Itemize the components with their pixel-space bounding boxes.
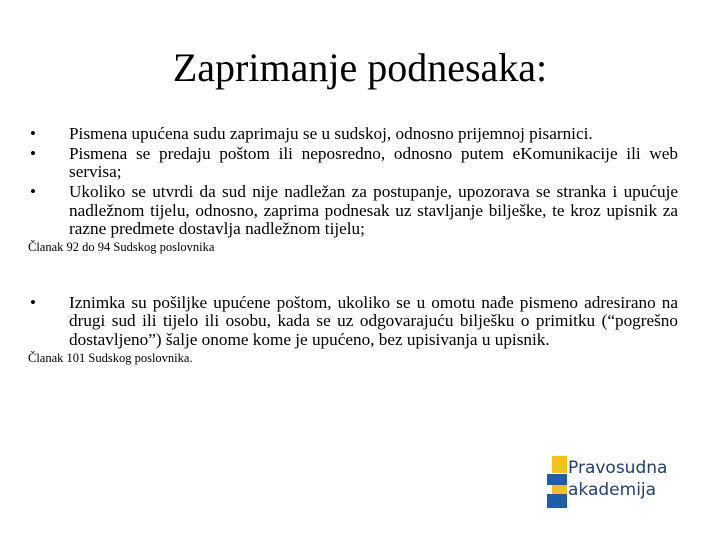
pravosudna-akademija-logo [547,456,667,508]
logo-wordmark [568,457,667,501]
section-court-receipt [28,125,678,254]
slide-title: Zaprimanje podnesaka: [172,45,548,90]
logo-line-1: Pravosudna [568,458,668,478]
bullet-list [28,294,678,349]
bullet-item: • Ukoliko se utvrdi da sud nije nadležan za postupanje, upozorava se stranka i upućuje nadležnom tijelu, odnosno, zaprima podnesak uz stavljanje bilješke, te kroz upisnik za razne predmete dostavlja nadležnom tijelu; [28,183,678,238]
bullet-list [28,125,678,238]
bullet-item: • Pismena se predaju poštom ili neposredno, odnosno putem eKomunikacije ili web servisa; [28,145,678,182]
logo-line-2: akademija [568,480,657,500]
article-reference: Članak 92 do 94 Sudskog poslovnika [28,240,215,255]
article-reference: Članak 101 Sudskog poslovnika. [28,351,193,366]
bullet-item: • Iznimka su pošiljke upućene poštom, ukoliko se u omotu nađe pismeno adresirano na drugi sud ili tijelo ili osobu, kada se uz odgovarajuću bilješku o primitku (“pogrešno dostavljeno”) šalje onome kome je upućeno, bez upisivanja u upisnik. [28,294,678,349]
logo-mark-icon [547,456,567,508]
section-exception [28,294,678,365]
bullet-item: • Pismena upućena sudu zaprimaju se u sudskoj, odnosno prijemnoj pisarnici. [28,125,678,143]
